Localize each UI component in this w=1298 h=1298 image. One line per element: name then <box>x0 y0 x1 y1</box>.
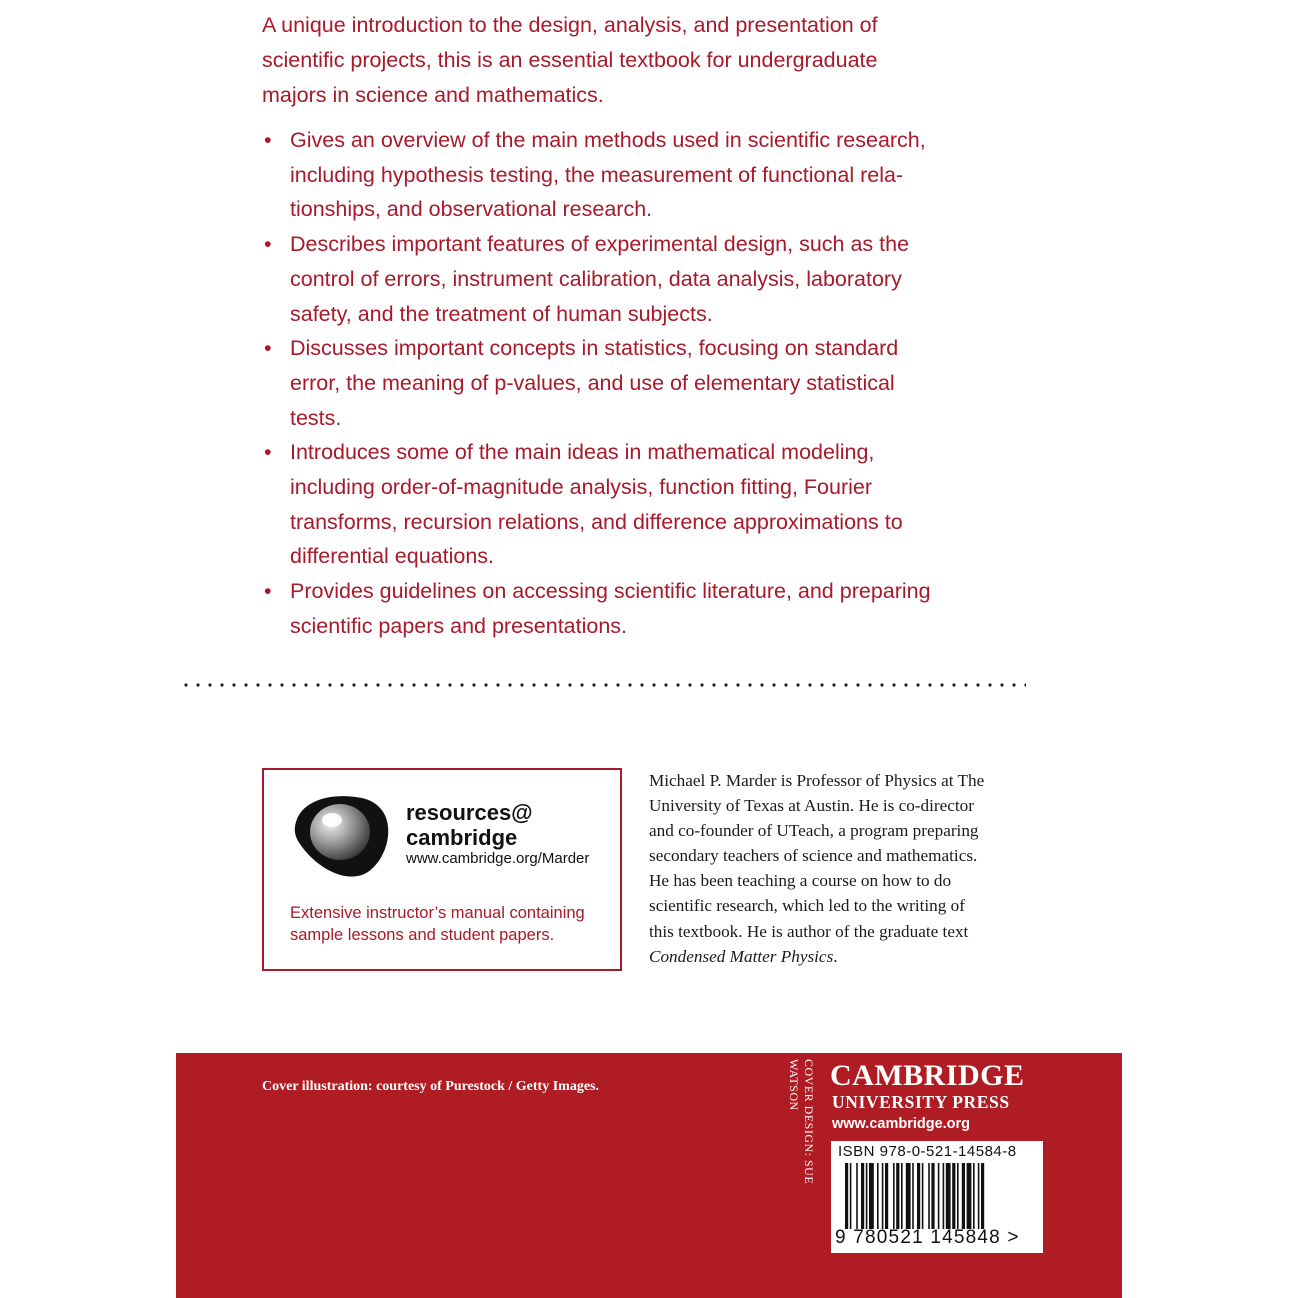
bullet-line: including order-of-magnitude analysis, function fitting, Fourier <box>290 475 872 500</box>
resources-url[interactable]: www.cambridge.org/Marder <box>406 850 590 867</box>
footer-band <box>176 1053 1122 1298</box>
bio-line: and co-founder of UTeach, a program preparing <box>649 821 979 841</box>
book-title: Condensed Matter Physics <box>649 946 834 966</box>
bullet-line: control of errors, instrument calibration, data analysis, laboratory <box>290 266 902 291</box>
bio-line: scientific research, which led to the writing of <box>649 896 965 916</box>
bio-line: this textbook. He is author of the graduate text <box>649 921 969 941</box>
bullet-line: error, the meaning of p-values, and use of elementary statistical <box>290 370 895 395</box>
bullet-line: Gives an overview of the main methods used in scientific research, <box>290 128 926 152</box>
publisher-subtitle: UNIVERSITY PRESS <box>832 1092 1010 1112</box>
list-item <box>262 574 942 643</box>
barcode-icon <box>845 1163 1031 1229</box>
author-bio <box>649 768 1029 969</box>
list-item <box>262 331 942 435</box>
resources-box <box>262 768 622 971</box>
bullet-line: differential equations. <box>290 544 494 569</box>
list-item <box>262 435 942 574</box>
bullet-icon: • <box>264 128 272 152</box>
publisher-url[interactable]: www.cambridge.org <box>832 1116 971 1132</box>
list-item <box>262 227 942 331</box>
bio-line: Michael P. Marder is Professor of Physics at The <box>649 771 985 790</box>
resources-title <box>406 800 533 850</box>
resources-desc-line: Extensive instructor’s manual containing <box>290 904 585 922</box>
bullet-line: transforms, recursion relations, and difference approximations to <box>290 509 903 534</box>
cover-credit: Cover illustration: courtesy of Purestock / Getty Images. <box>262 1079 599 1094</box>
bullet-icon: • <box>264 336 272 361</box>
bullet-line: including hypothesis testing, the measurement of functional rela- <box>290 162 904 187</box>
bullet-line: Provides guidelines on accessing scientific literature, and preparing <box>290 579 931 604</box>
bio-line: He has been teaching a course on how to do <box>649 871 952 891</box>
design-credit: COVER DESIGN: SUE WATSON <box>787 1059 816 1185</box>
resources-eye-logo-icon <box>292 792 392 878</box>
resources-description <box>290 902 610 946</box>
publisher-name: CAMBRIDGE <box>830 1059 1025 1092</box>
feature-list <box>262 123 942 644</box>
barcode-digits: 9 780521 145848 > <box>835 1227 1020 1248</box>
bio-end: . <box>833 946 838 966</box>
resources-title-line: resources@ <box>406 800 533 825</box>
bullet-line: tests. <box>290 405 342 430</box>
intro-paragraph: A unique introduction to the design, analysis, and presentation of scientific projects, this is an essential textbook for undergraduate majors in science and mathematics. <box>262 13 878 107</box>
bio-line: University of Texas at Austin. He is co-director <box>649 796 974 816</box>
dotted-divider <box>180 683 1026 687</box>
resources-desc-line: sample lessons and student papers. <box>290 926 555 944</box>
bullet-line: safety, and the treatment of human subjects. <box>290 301 713 326</box>
barcode-box <box>831 1141 1043 1253</box>
bullet-line: Introduces some of the main ideas in mathematical modeling, <box>290 440 875 465</box>
bio-line: secondary teachers of science and mathematics. <box>649 846 978 866</box>
bullet-icon: • <box>264 232 272 257</box>
resources-title-line: cambridge <box>406 825 518 850</box>
bullet-line: scientific papers and presentations. <box>290 613 628 638</box>
bullet-icon: • <box>264 579 272 604</box>
list-item <box>262 123 942 227</box>
bullet-line: Describes important features of experimental design, such as the <box>290 232 910 257</box>
bullet-icon: • <box>264 440 272 465</box>
bullet-line: Discusses important concepts in statistics, focusing on standard <box>290 336 899 361</box>
isbn-text: ISBN 978-0-521-14584-8 <box>838 1143 1017 1160</box>
bullet-line: tionships, and observational research. <box>290 197 653 222</box>
